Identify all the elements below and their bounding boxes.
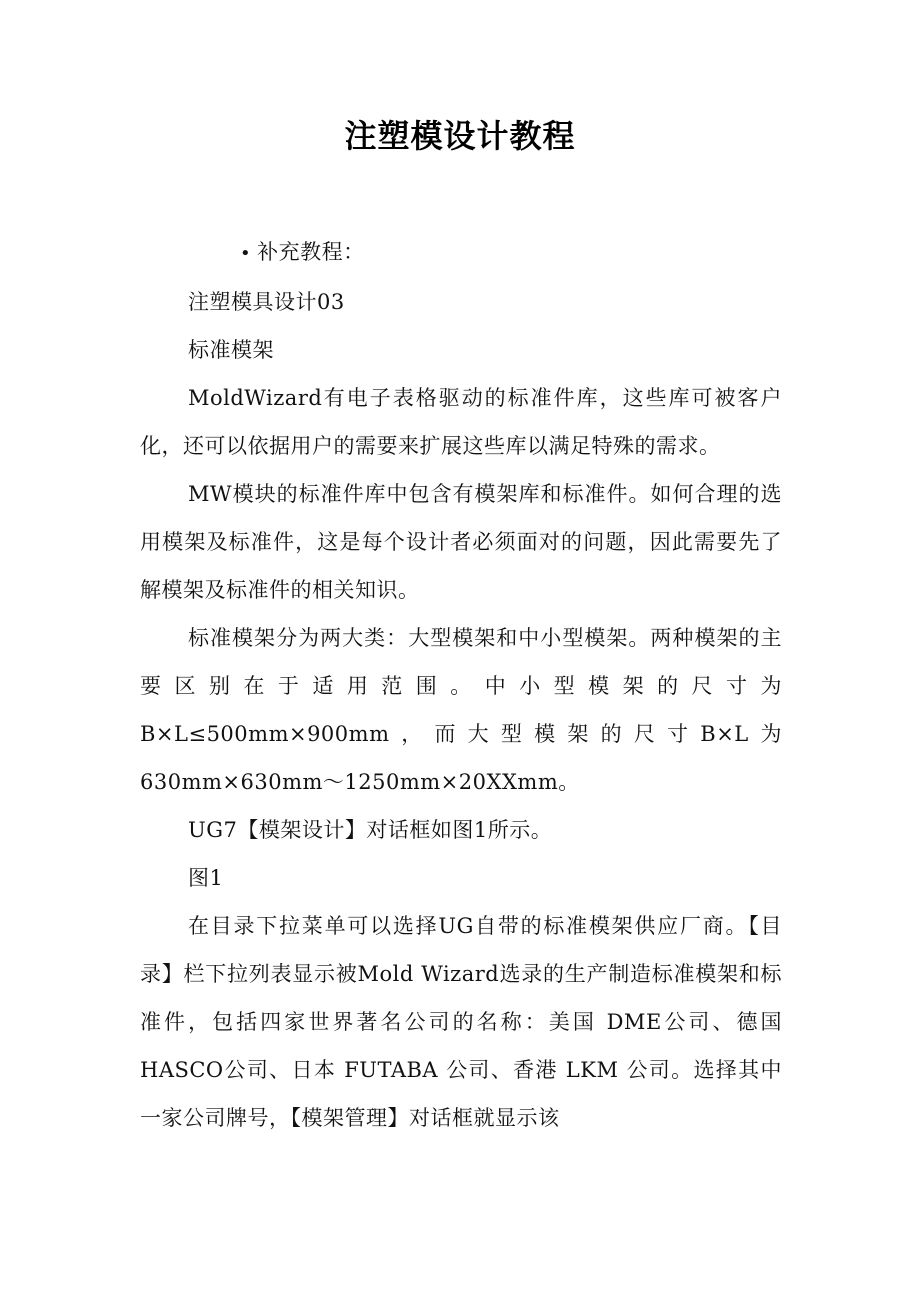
- bullet-icon: •: [240, 243, 252, 264]
- document-title: 注塑模设计教程: [344, 117, 576, 155]
- subheading-standard-mold-base: 标准模架: [188, 338, 274, 362]
- figure-caption: 图1: [188, 866, 224, 890]
- page-footer-mark: [140, 1210, 144, 1214]
- document-body: [140, 228, 782, 1142]
- bullet-text: 补充教程：: [257, 240, 365, 264]
- paragraph-catalog-dropdown: 在目录下拉菜单可以选择UG自带的标准模架供应厂商。【目录】栏下拉列表显示被Mold Wizard选录的生产制造标准模架和标准件，包括四家世界著名公司的名称：美国 DME公司、德国 HASCO公司、日本 FUTABA 公司、香港 LKM 公司。选择其中一家公司牌号，【模架管理】对话框就显示该: [140, 914, 782, 1130]
- paragraph-ug7-dialog: UG7【模架设计】对话框如图1所示。: [188, 818, 553, 842]
- subheading-tutorial: 注塑模具设计03: [188, 290, 345, 314]
- paragraph-moldwizard-library: MoldWizard有电子表格驱动的标准件库，这些库可被客户化，还可以依据用户的需要来扩展这些库以满足特殊的需求。: [140, 386, 782, 458]
- bullet-item: [140, 228, 782, 278]
- paragraph-mold-base-types: 标准模架分为两大类：大型模架和中小型模架。两种模架的主要区别在于适用范围。中小型模架的尺寸为B×L≤500mm×900mm，而大型模架的尺寸B×L为630mm×630mm～1250mm×20XXmm。: [140, 626, 782, 794]
- paragraph-mw-module: MW模块的标准件库中包含有模架库和标准件。如何合理的选用模架及标准件，这是每个设计者必须面对的问题，因此需要先了解模架及标准件的相关知识。: [140, 482, 782, 602]
